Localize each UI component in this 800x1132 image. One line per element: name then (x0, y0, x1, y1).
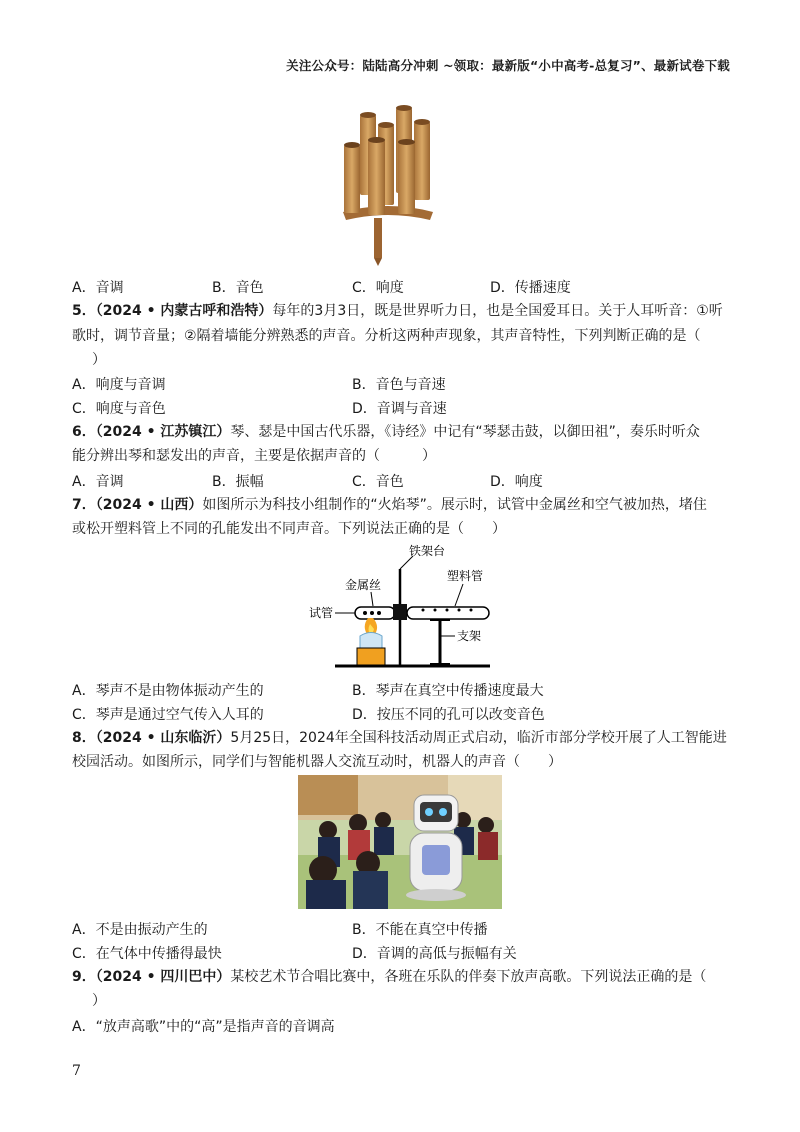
q7-option-a: A．琴声不是由物体振动产生的 (72, 683, 264, 699)
q6-option-a: A．音调 (72, 474, 124, 490)
q5-option-d: D．音调与音速 (352, 401, 447, 417)
q7-line1 (72, 495, 707, 515)
q5-line3: ） (92, 352, 106, 368)
question-number: 9． (72, 969, 96, 985)
question-number: 5． (72, 303, 96, 319)
question-number: 6． (72, 424, 96, 440)
q4-option-d: D．传播速度 (490, 280, 571, 296)
panpipe-image (338, 100, 438, 270)
page-header: 关注公众号：陆陆高分冲刺 ~领取：最新版“小中高考-总复习”、最新试卷下载 (286, 58, 730, 73)
q5-stem-1: 每年的3月3日，既是世界听力日，也是全国爱耳日。关于人耳听音：①听 (272, 303, 723, 319)
q6-option-d: D．响度 (490, 474, 543, 490)
q8-line1 (72, 728, 727, 748)
q6-line2: 能分辨出琴和瑟发出的声音，主要是依据声音的（ ） (72, 448, 436, 464)
figure-label-wire: 金属丝 (345, 578, 382, 592)
q8-line2: 校园活动。如图所示，同学们与智能机器人交流互动时，机器人的声音（ ） (72, 754, 562, 770)
q5-option-a: A．响度与音调 (72, 377, 166, 393)
q7-option-d: D．按压不同的孔可以改变音色 (352, 707, 545, 723)
q7-option-c: C．琴声是通过空气传入人耳的 (72, 707, 264, 723)
q8-option-b: B．不能在真空中传播 (352, 922, 488, 938)
q4-option-a: A．音调 (72, 280, 124, 296)
q7-stem-1: 如图所示为科技小组制作的“火焰琴”。展示时，试管中金属丝和空气被加热，堵住 (202, 497, 707, 513)
q7-line2: 或松开塑料管上不同的孔能发出不同声音。下列说法正确的是（ ） (72, 521, 506, 537)
flame-zither-figure (305, 544, 495, 669)
question-source: （2024 • 内蒙古呼和浩特） (95, 303, 273, 319)
q8-stem-1: 5月25日，2024年全国科技活动周正式启动，临沂市部分学校开展了人工智能进 (230, 730, 727, 746)
page-number: 7 (72, 1063, 81, 1079)
q5-line2: 歌时，调节音量；②隔着墙能分辨熟悉的声音。分析这两种声现象，其声音特性，下列判断正确的是（ (72, 328, 701, 344)
q9-line1 (72, 967, 706, 987)
question-number: 8． (72, 730, 96, 746)
q5-option-c: C．响度与音色 (72, 401, 166, 417)
question-number: 7． (72, 497, 96, 513)
q4-option-c: C．响度 (352, 280, 404, 296)
question-source: （2024 • 江苏镇江） (95, 424, 231, 440)
q4-option-b: B．音色 (212, 280, 264, 296)
q6-option-b: B．振幅 (212, 474, 264, 490)
q9-stem-1: 某校艺术节合唱比赛中，各班在乐队的伴奏下放声高歌。下列说法正确的是（ (230, 969, 707, 985)
q8-option-c: C．在气体中传播得最快 (72, 946, 222, 962)
figure-label-pipe: 塑料管 (447, 569, 484, 583)
figure-label-support: 支架 (457, 629, 482, 643)
question-source: （2024 • 山西） (95, 497, 203, 513)
q6-option-c: C．音色 (352, 474, 404, 490)
robot-classroom-photo (298, 775, 502, 909)
q8-option-d: D．音调的高低与振幅有关 (352, 946, 517, 962)
q5-line1 (72, 301, 723, 321)
figure-label-tube: 试管 (309, 606, 334, 620)
figure-label-stand: 铁架台 (409, 544, 446, 558)
question-source: （2024 • 山东临沂） (95, 730, 231, 746)
q7-option-b: B．琴声在真空中传播速度最大 (352, 683, 544, 699)
q8-option-a: A．不是由振动产生的 (72, 922, 208, 938)
q9-line2: ） (92, 993, 106, 1009)
q6-line1 (72, 422, 700, 442)
q9-option-a: A．“放声高歌”中的“高”是指声音的音调高 (72, 1019, 335, 1035)
question-source: （2024 • 四川巴中） (95, 969, 231, 985)
q6-stem-1: 琴、瑟是中国古代乐器，《诗经》中记有“琴瑟击鼓，以御田祖”，奏乐时听众 (230, 424, 700, 440)
q5-option-b: B．音色与音速 (352, 377, 446, 393)
